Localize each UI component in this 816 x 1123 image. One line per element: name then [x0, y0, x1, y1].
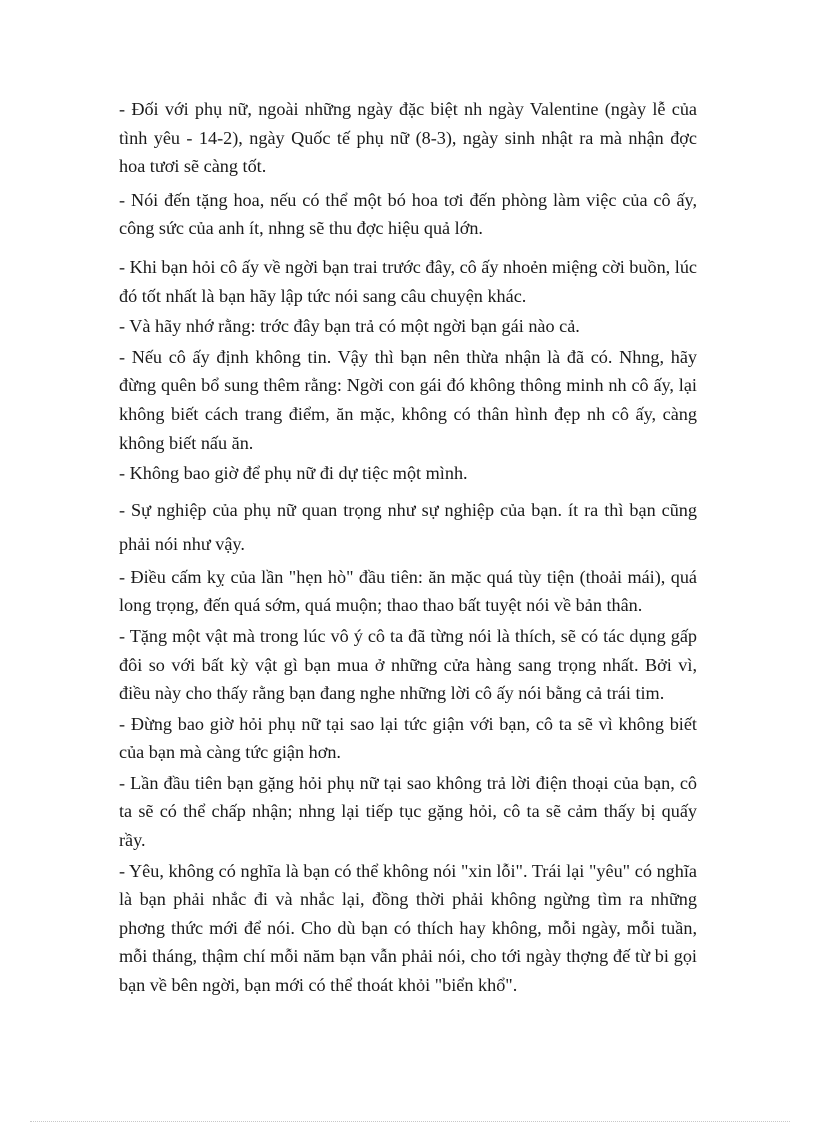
paragraph-6: - Không bao giờ để phụ nữ đi dự tiệc một mình. — [119, 463, 468, 484]
paragraph-7: - Sự nghiệp của phụ nữ quan trọng như sự nghiệp của bạn. ít ra thì bạn cũng phải nói như vậy. — [119, 499, 697, 554]
paragraph-8: - Điều cấm kỵ của lần "hẹn hò" đầu tiên: ăn mặc quá tùy tiện (thoải mái), quá long trọng, đến quá sớm, quá muộn; thao thao bất tuyệt nói về bản thân. — [119, 566, 697, 616]
paragraph-1: - Đối với phụ nữ, ngoài những ngày đặc biệt nh ngày Valentine (ngày lễ của tình yêu - 14-2), ngày Quốc tế phụ nữ (8-3), ngày sinh nhật ra mà nhận đợc hoa tươi sẽ càng tốt. — [119, 99, 697, 177]
paragraph-10: - Đừng bao giờ hỏi phụ nữ tại sao lại tức giận với bạn, cô ta sẽ vì không biết của bạn mà càng tức giận hơn. — [119, 713, 697, 763]
paragraph-3: - Khi bạn hỏi cô ấy về ngời bạn trai trước đây, cô ấy nhoẻn miệng cời buồn, lúc đó tốt nhất là bạn hãy lập tức nói sang câu chuyện khác. — [119, 256, 697, 306]
paragraph-4: - Và hãy nhớ rằng: trớc đây bạn trả có một ngời bạn gái nào cả. — [119, 316, 580, 337]
paragraph-12: - Yêu, không có nghĩa là bạn có thể không nói "xin lỗi". Trái lại "yêu" có nghĩa là bạn phải nhắc đi và nhắc lại, đồng thời phải không ngừng tìm ra những phơng thức mới để nói. Cho dù bạn có thích hay không, mỗi ngày, mỗi tuần, mỗi tháng, thậm chí mỗi năm bạn vẫn phải nói, cho tới ngày thợng đế từ bi gọi bạn về bên ngời, bạn mới có thể thoát khỏi "biển khổ". — [119, 860, 697, 996]
paragraph-9: - Tặng một vật mà trong lúc vô ý cô ta đã từng nói là thích, sẽ có tác dụng gấp đôi so với bất kỳ vật gì bạn mua ở những cửa hàng sang trọng nhất. Bởi vì, điều này cho thấy rằng bạn đang nghe những lời cô ấy nói bằng cả trái tim. — [119, 625, 697, 704]
document-body — [119, 95, 697, 1000]
page-bottom-rule — [30, 1121, 790, 1122]
paragraph-2: - Nói đến tặng hoa, nếu có thể một bó hoa tơi đến phòng làm việc của cô ấy, công sức của anh ít, nhng sẽ thu đợc hiệu quả lớn. — [119, 189, 697, 239]
paragraph-5: - Nếu cô ấy định không tin. Vậy thì bạn nên thừa nhận là đã có. Nhng, hãy đừng quên bổ sung thêm rằng: Ngời con gái đó không thông minh nh cô ấy, lại không biết cách trang điểm, ăn mặc, không có thân hình đẹp nh cô ấy, càng không biết nấu ăn. — [119, 346, 697, 453]
paragraph-11: - Lần đầu tiên bạn gặng hỏi phụ nữ tại sao không trả lời điện thoại của bạn, cô ta sẽ có thể chấp nhận; nhng lại tiếp tục gặng hỏi, cô ta sẽ cảm thấy bị quấy rầy. — [119, 772, 697, 851]
